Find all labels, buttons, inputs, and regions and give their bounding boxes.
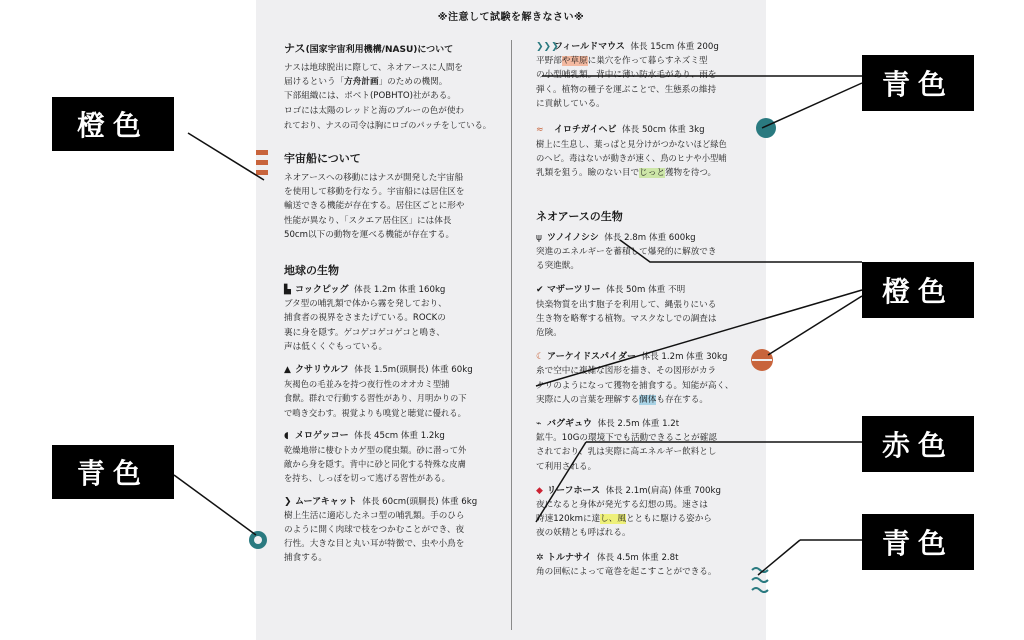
nasu-title: ナス (284, 42, 306, 55)
creature-stats: 体長 1.5m(頭胴長) 体重 60kg (354, 365, 473, 376)
nasu-line: 下部組織には、ポベト(POBHTO)社がある。 (284, 91, 456, 102)
highlight-yellow: し、 (600, 514, 618, 525)
creature-text: も存在する。 (656, 394, 708, 405)
neo-heading: ネオアースの生物 (536, 209, 623, 223)
highlight-orange: や草原 (561, 56, 588, 67)
ship-line: ネオアースへの移動にはナスが開発した宇宙船 (284, 173, 464, 184)
label-left-bottom: 青色 (52, 445, 174, 499)
creature-line: 灰褐色の毛並みを持つ夜行性のオオカミ型捕 (284, 379, 450, 390)
leaf-icon: ◆ (536, 485, 543, 496)
wave-icon: ≈ (536, 125, 544, 136)
ark-plan-text: 方舟計画 (344, 77, 379, 88)
ship-line: 50cm以下の動物を運べる機能が存在する。 (284, 229, 455, 240)
creature-stats: 体長 4.5m 体重 2.8t (596, 552, 679, 563)
creature-line: のヘビ。毒はないが動きが速く、鳥のヒナや小型哺 (536, 153, 727, 164)
creature-stats: 体長 2.5m 体重 1.2t (597, 419, 680, 430)
creature-name: メロゲッコー (295, 430, 349, 441)
creature-line: ブタ型の哺乳類で体から霧を発しており、 (284, 299, 447, 310)
gear-icon (249, 531, 267, 549)
creature-text: 平野部 (536, 56, 562, 67)
creature-line: 快楽物質を出す胞子を利用して、縄張りにいる (536, 299, 717, 310)
creature-line: 角の回転によって竜巻を起こすことができる。 (536, 566, 717, 577)
bottle-icon: ▲ (284, 365, 291, 376)
creature-stats: 体長 60cm(頭胴長) 体重 6kg (362, 496, 478, 507)
plant-icon: ✔ (536, 285, 544, 296)
creature-name: クサリウルフ (295, 365, 349, 376)
creature-line: クリのようになって獲物を捕食する。知能が高く、 (536, 380, 734, 391)
creature-line: 捕食する。 (284, 553, 327, 564)
highlight-blue: 個体 (639, 394, 657, 405)
ship-heading: 宇宙船について (284, 152, 361, 166)
label-right-3: 赤色 (862, 416, 974, 472)
creature-line: に貢献している。 (536, 98, 605, 109)
nasu-line: ナスは地球脱出に際して、ネオアースに人間を (284, 63, 464, 73)
creature-stats: 体長 2.8m 体重 600kg (604, 232, 696, 243)
creature-stats: 体長 50cm 体重 3kg (622, 125, 705, 136)
earth-heading: 地球の生物 (284, 264, 339, 278)
creature-line: 敵から身を隠す。背中に砂と同化する特殊な皮膚 (284, 459, 466, 470)
creature-line: 捕食者の視界をさまたげている。ROCKの (284, 313, 446, 324)
label-left-top: 橙色 (52, 97, 174, 151)
creature-line: て利用される。 (536, 461, 597, 472)
starburst-icon (756, 118, 776, 138)
creature-stats: 体長 2.1m(肩高) 体重 700kg (605, 485, 721, 496)
crescent-icon: ☾ (536, 352, 545, 363)
creature-line: 糸で空中に複雑な図形を描き、その図形がカラ (536, 366, 717, 377)
claw-icon: ψ (536, 232, 542, 243)
creature-line: 突進のエネルギーを蓄積して爆発的に解放でき (536, 247, 717, 258)
creature-line: 乾燥地帯に棲むトカゲ型の爬虫類。砂に潜って外 (284, 445, 467, 456)
creature-line: 行性。大きな目と丸い耳が特徴で、虫や小鳥を (284, 539, 465, 550)
nasu-line: ロゴには太陽のレッドと海のブルーの色が使わ (284, 105, 465, 116)
spiral-icon: ✲ (536, 552, 544, 563)
creature-line: で鳴き交わす。視覚よりも嗅覚と聴覚に優れる。 (284, 407, 466, 418)
creature-name: ムーアキャット (295, 496, 357, 507)
nasu-text: 届けるという「 (284, 77, 345, 88)
creature-line: 夜になると身体が発光する幻想の馬。速さは (536, 500, 708, 511)
creature-name: リーフホース (547, 485, 601, 496)
creature-line: 夜の妖精とも呼ばれる。 (536, 528, 631, 539)
horn-icon: ⌁ (536, 419, 542, 430)
creature-stats: 体長 15cm 体重 200g (630, 42, 719, 52)
boot-icon: ▙ (284, 285, 291, 296)
label-right-1: 青色 (862, 55, 974, 111)
orange-circle-icon (751, 349, 773, 371)
creature-text: 実際に人の言葉を理解する (536, 394, 640, 405)
creature-stats: 体長 45cm 体重 1.2kg (354, 430, 445, 441)
creature-stats: 体長 1.2m 体重 160kg (353, 285, 446, 296)
creature-text: 時速120kmに達 (536, 514, 601, 525)
creature-name: アーケイドスパイダー (547, 352, 637, 363)
label-right-2: 橙色 (862, 262, 974, 318)
ship-line: を使用して移動を行なう。宇宙船には居住区を (284, 187, 465, 198)
creature-line: 危険。 (536, 328, 562, 339)
creature-text: とともに駆ける姿から (625, 514, 712, 525)
creature-line: 鉱牛。10Gの環境下でも活動できることが確認 (536, 433, 717, 444)
creature-name: ツノイノシシ (547, 232, 599, 243)
highlight-yellow: 風 (617, 514, 626, 525)
creature-name: コックピッグ (295, 285, 349, 296)
creature-stats: 体長 1.2m 体重 30kg (641, 352, 728, 363)
creature-text: 獲物を待つ。 (664, 167, 717, 178)
creature-name: フィールドマウス (554, 42, 625, 52)
creature-text: 乳類を狙う。瞼のない目で (536, 167, 640, 178)
creature-name: トルナサイ (547, 552, 592, 563)
creature-line: る突進獣。 (536, 261, 579, 272)
creature-line: を持ち、しっぽを切って逃げる習性がある。 (284, 473, 450, 484)
connector-lines (174, 76, 862, 575)
triple-chevron-icon: ❯❯❯ (536, 42, 559, 52)
orange-stripes-icon (256, 150, 268, 175)
nasu-text: 」のための機関。 (378, 77, 448, 88)
wave-marker-icon (752, 568, 768, 592)
chevron-right-icon: ❯ (284, 496, 292, 507)
nasu-title-sub: (国家宇宙利用機構/NASU)について (305, 45, 454, 55)
creature-line: 食獣。群れで行動する習性があり、月明かりの下 (284, 393, 467, 404)
ship-line: 輸送できる機能が存在する。居住区ごとに形や (284, 201, 465, 212)
creature-line: のように開く肉球で枝をつかむことができ、夜 (284, 525, 465, 536)
label-right-4: 青色 (862, 514, 974, 570)
creature-text: に巣穴を作って暮らすネズミ型 (587, 56, 708, 67)
half-circle-icon: ◖ (284, 430, 289, 441)
nasu-line: れており、ナスの司令は胸にロゴのパッチをしている。 (284, 119, 492, 130)
highlight-green: じっと (639, 167, 665, 178)
creature-name: バグギュウ (547, 419, 593, 430)
creature-line: 樹上生活に適応したネコ型の哺乳類。手のひら (284, 510, 465, 521)
creature-line: 声は低くくぐもっている。 (284, 341, 388, 352)
creature-line: 裏に身を隠す。ゲコゲコゲコゲコと鳴き、 (284, 327, 445, 338)
exam-notice: ※注意して試験を解きなさい※ (437, 12, 585, 23)
creature-line: の小型哺乳類。背中に薄い防水毛があり、雨を (536, 70, 717, 81)
creature-line: 樹上に生息し、葉っぱと見分けがつかないほど緑色 (536, 139, 727, 150)
creature-line: 弾く。植物の種子を運ぶことで、生態系の維持 (536, 84, 717, 95)
creature-stats: 体長 50m 体重 不明 (606, 285, 686, 296)
creature-line: されており、乳は実際に高エネルギー飲料とし (536, 447, 717, 458)
creature-line: 生き物を略奪する植物。マスクなしでの調査は (536, 313, 717, 324)
creature-name: イロチガイヘビ (554, 125, 617, 136)
creature-name: マザーツリー (547, 285, 601, 296)
ship-line: 性能が異なり、「スクエア居住区」には体長 (284, 215, 452, 226)
